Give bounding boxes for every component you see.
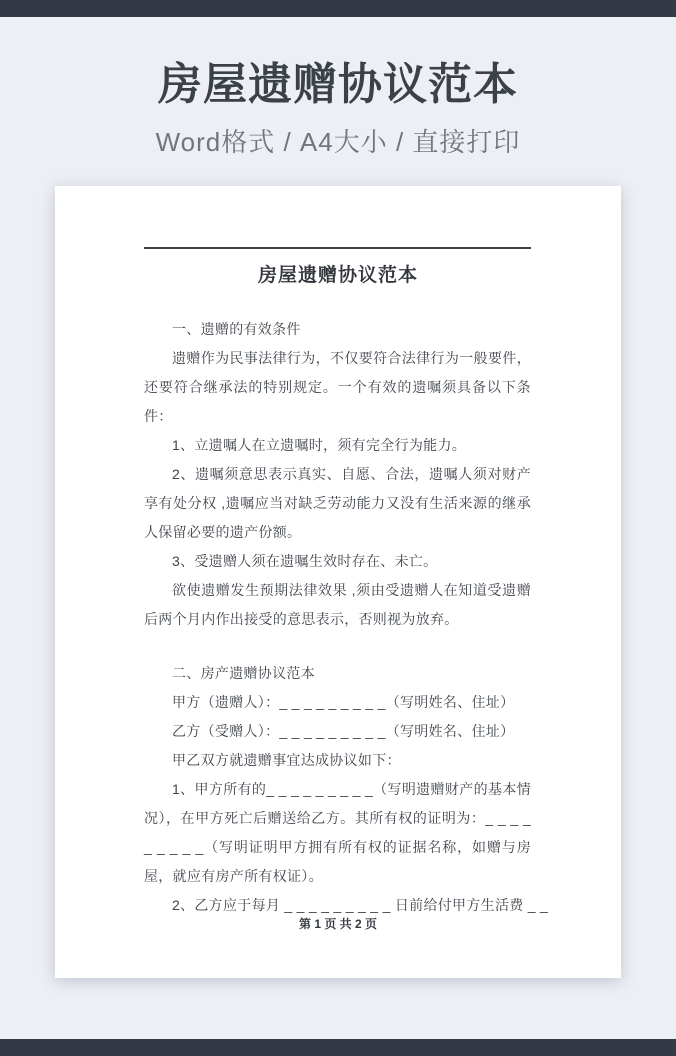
paragraph: 1、甲方所有的_ _ _ _ _ _ _ _ _（写明遗赠财产的基本情况），在甲方死亡后赠送给乙方。其所有权的证明为：_ _ _ _ _ _ _ _ _（写明证明甲方拥有所有权的证据名称，如赠与房屋，就应有房产所有权证）。 [144, 781, 531, 884]
document-title: 房屋遗赠协议范本 [257, 265, 418, 286]
paragraph: 欲使遗赠发生预期法律效果 ,须由受遗赠人在知道受遗赠后两个月内作出接受的意思表示，否则视为放弃。 [144, 582, 531, 627]
paragraph: 甲乙双方就遗赠事宜达成协议如下： [172, 752, 401, 768]
top-edge-bar [0, 0, 676, 17]
paragraph: 3、受遗赠人须在遗嘱生效时存在、未亡。 [172, 553, 438, 569]
document-header-rule [144, 247, 531, 249]
document-page-preview [55, 186, 621, 978]
paragraph: 甲方（遗赠人）：_ _ _ _ _ _ _ _ _（写明姓名、住址） [172, 694, 515, 710]
bottom-edge-bar [0, 1039, 676, 1056]
paragraph: 1、立遗嘱人在立遗嘱时，须有完全行为能力。 [172, 437, 467, 453]
page-number-footer: 第 1 页 共 2 页 [298, 917, 378, 931]
paragraph: 遗赠作为民事法律行为，不仅要符合法律行为一般要件，还要符合继承法的特别规定。一个有效的遗嘱须具备以下条件： [144, 350, 531, 424]
document-body [144, 315, 549, 920]
page-subtitle: Word格式 / A4大小 / 直接打印 [155, 127, 521, 157]
paragraph: 二、房产遗赠协议范本 [172, 665, 315, 681]
paragraph: 2、遗嘱须意思表示真实、自愿、合法，遗嘱人须对财产享有处分权 ,遗嘱应当对缺乏劳动能力又没有生活来源的继承人保留必要的遗产份额。 [144, 466, 531, 540]
paragraph: 2、乙方应于每月 _ _ _ _ _ _ _ _ _ 日前给付甲方生活费 _ _ [172, 897, 549, 913]
paragraph: 一、遗赠的有效条件 [172, 321, 301, 337]
page-title: 房屋遗赠协议范本 [158, 60, 518, 109]
paragraph: 乙方（受赠人）：_ _ _ _ _ _ _ _ _（写明姓名、住址） [172, 723, 515, 739]
